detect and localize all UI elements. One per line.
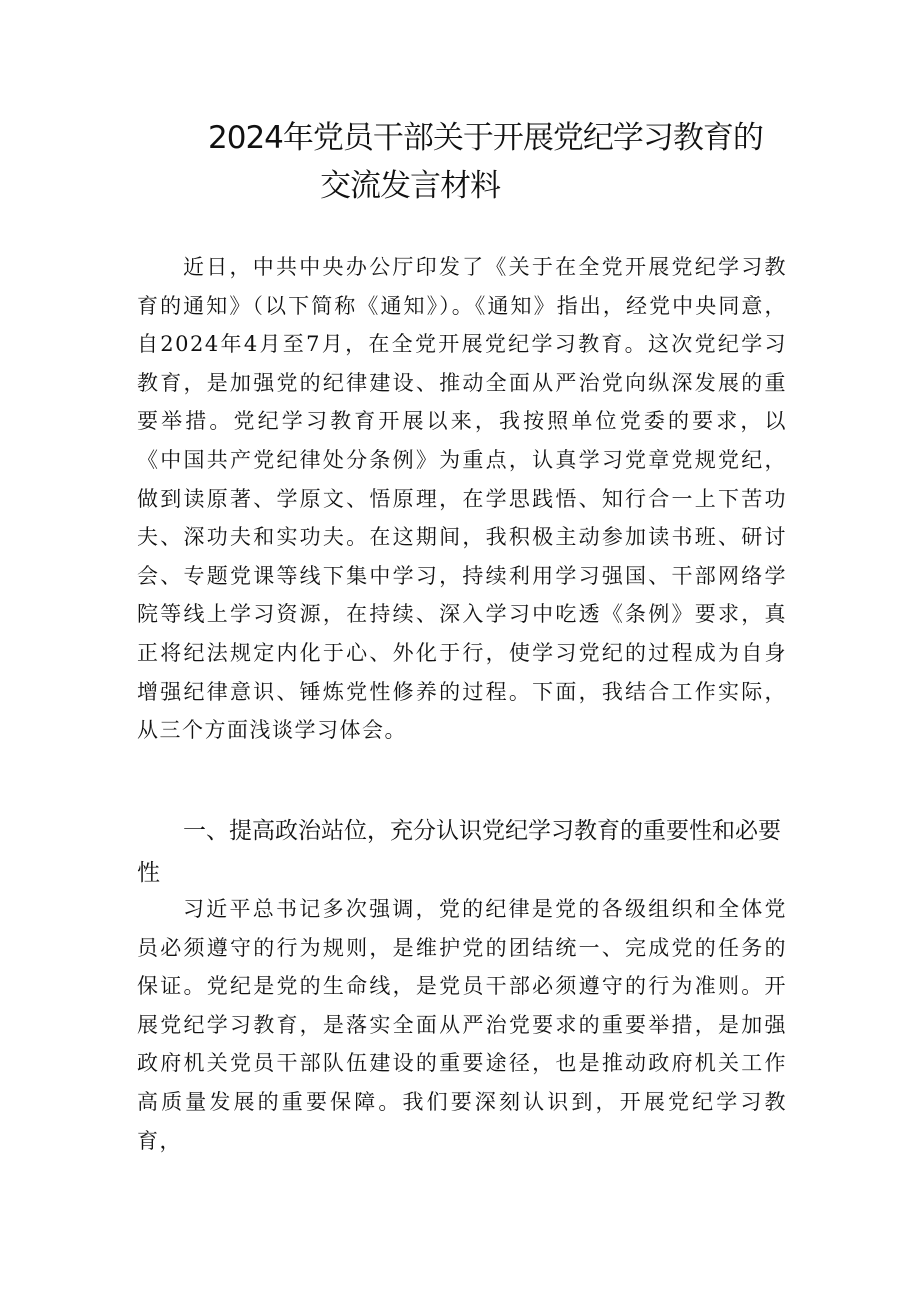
section1-paragraph: 习近平总书记多次强调，党的纪律是党的各级组织和全体党员必须遵守的行为规则，是维护党的团结统一、完成党的任务的保证。党纪是党的生命线，是党员干部必须遵守的行为准则。开展党纪学习教育，是落实全面从严治党要求的重要举措，是加强政府机关党员干部队伍建设的重要途径，也是推动政府机关工作高质量发展的重要保障。我们要深刻认识到，开展党纪学习教育， xyxy=(137,897,787,1153)
document-title-line-1: 2024年党员干部关于开展党纪学习教育的 xyxy=(208,120,763,156)
section-heading-1: 一、提高政治站位，充分认识党纪学习教育的重要性和必要性 xyxy=(137,818,781,886)
document-title-line-2: 交流发言材料 xyxy=(320,168,500,204)
intro-paragraph: 近日，中共中央办公厅印发了《关于在全党开展党纪学习教育的通知》（以下简称《通知》）。《通知》指出，经党中央同意，自2024年4月至7月，在全党开展党纪学习教育。这次党纪学习教育，是加强党的纪律建设、推动全面从严治党向纵深发展的重要举措。党纪学习教育开展以来，我按照单位党委的要求，以《中国共产党纪律处分条例》为重点，认真学习党章党规党纪，做到读原著、学原文、悟原理，在学思践悟、知行合一上下苦功夫、深功夫和实功夫。在这期间，我积极主动参加读书班、研讨会、专题党课等线下集中学习，持续利用学习强国、干部网络学院等线上学习资源，在持续、深入学习中吃透《条例》要求，真正将纪法规定内化于心、外化于行，使学习党纪的过程成为自身增强纪律意识、锤炼党性修养的过程。下面，我结合工作实际，从三个方面浅谈学习体会。 xyxy=(137,255,787,743)
